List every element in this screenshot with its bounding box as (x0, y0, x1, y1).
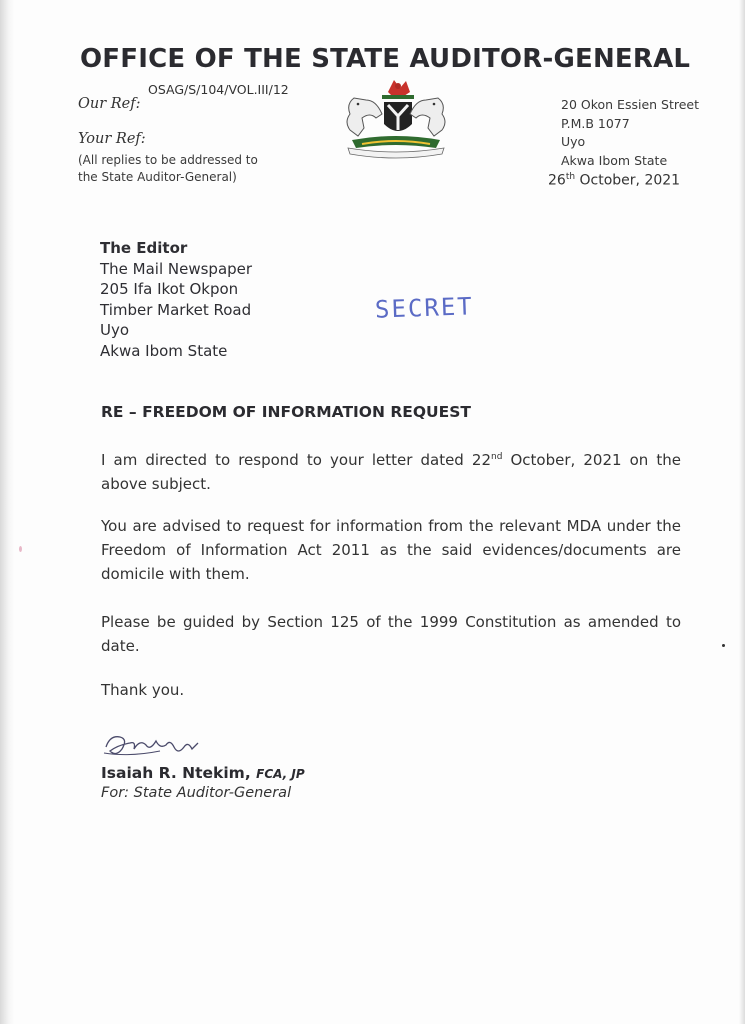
page-edge-shadow-right (739, 0, 745, 1024)
recipient-title: The Editor (100, 239, 188, 257)
closing-line: Thank you. (101, 681, 185, 699)
office-title: OFFICE OF THE STATE AUDITOR-GENERAL (80, 44, 691, 74)
nigeria-coat-of-arms-icon (336, 78, 456, 160)
address-line: 20 Okon Essien Street (561, 97, 700, 112)
sender-address (561, 96, 699, 170)
body-paragraph: Please be guided by Section 125 of the 1999 Constitution as amended to date. (101, 613, 681, 655)
scan-speck (19, 546, 22, 552)
address-line: Akwa Ibom State (561, 152, 668, 168)
recipient-line: 205 Ifa Ikot Okpon (100, 280, 239, 298)
paragraph-text: I am directed to respond to your letter dated 22 (101, 451, 491, 469)
recipient-address (100, 238, 252, 361)
address-line: P.M.B 1077 (561, 115, 630, 131)
scan-speck (722, 644, 725, 647)
page-edge-shadow-left (0, 0, 14, 1024)
date-month-year: October, 2021 (579, 172, 681, 189)
letter-date (548, 172, 680, 189)
body-paragraph: You are advised to request for information from the relevant MDA under the Freedom of Information Act 2011 as the said evidences/documents are domicile with them. (101, 517, 681, 583)
body-paragraph (101, 448, 681, 496)
ordinal-suffix: nd (490, 452, 503, 462)
recipient-line: The Mail Newspaper (100, 259, 253, 278)
date-suffix: th (565, 172, 576, 182)
signatory-name-text: Isaiah R. Ntekim, (101, 764, 251, 782)
date-day: 26 (548, 172, 566, 189)
recipient-line: Timber Market Road (100, 300, 252, 319)
replies-note-line: the State Auditor-General) (78, 170, 237, 184)
paragraph-text: October, 2021 on the above subject. (101, 451, 681, 493)
address-line: Uyo (561, 134, 586, 149)
secret-stamp: SECRET (374, 292, 475, 324)
handwritten-signature (100, 725, 210, 761)
our-ref-number: OSAG/S/104/VOL.III/12 (148, 82, 289, 97)
subject-heading: RE – FREEDOM OF INFORMATION REQUEST (101, 403, 471, 421)
recipient-line: Akwa Ibom State (100, 341, 228, 360)
replies-note-line: (All replies to be addressed to (78, 153, 258, 167)
our-ref-label: Our Ref: (78, 96, 141, 112)
signatory-name (101, 764, 305, 782)
recipient-line: Uyo (100, 321, 130, 339)
your-ref-label: Your Ref: (78, 131, 146, 147)
signatory-credentials: FCA, JP (256, 767, 305, 781)
signatory-role: For: State Auditor-General (101, 785, 292, 801)
replies-note (78, 152, 258, 186)
